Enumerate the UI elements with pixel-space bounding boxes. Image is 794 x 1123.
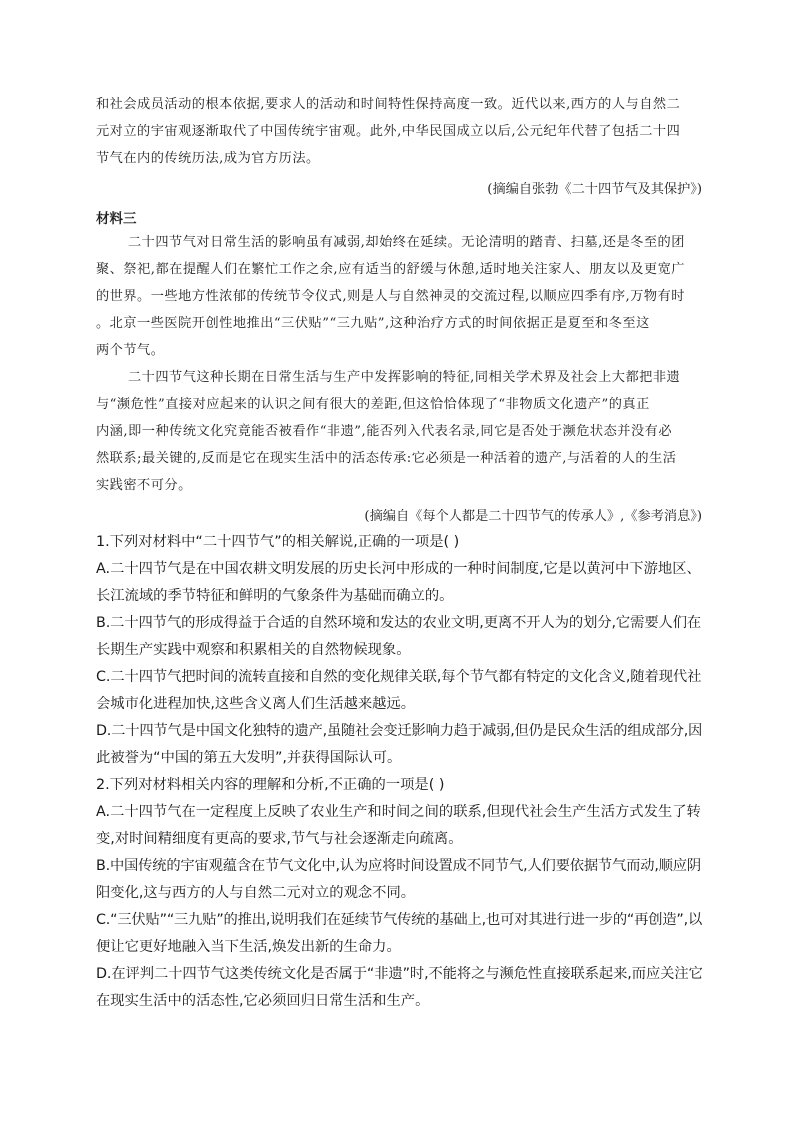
material3-source: (摘编自《每个人都是二十四节气的传承人》,《参考消息》) bbox=[364, 509, 702, 524]
material3-heading: 材料三 bbox=[96, 211, 137, 227]
material3-para2-line-5: 实践密不可分。 bbox=[96, 478, 192, 493]
question-2-option-c-line-1: C.“三伏贴”“三九贴”的推出,说明我们在延续节气传统的基础上,也可对其进行进一步的“再创造”,以 bbox=[96, 912, 703, 928]
material3-para2-line-3: 内涵,即一种传统文化究竟能否被看作“非遗”,能否列入代表名录,同它是否处于濒危状态并没有必 bbox=[96, 424, 673, 439]
question-2-stem: 2.下列对材料相关内容的理解和分析,不正确的一项是( ) bbox=[96, 777, 445, 793]
question-2-option-a-line-1: A.二十四节气在一定程度上反映了农业生产和时间之间的联系,但现代社会生产生活方式发生了转 bbox=[96, 804, 701, 820]
question-2-option-b-line-1: B.中国传统的宇宙观蕴含在节气文化中,认为应将时间设置成不同节气,人们要依据节气而动,顺应阴 bbox=[96, 858, 701, 874]
question-2-option-d-line-1: D.在评判二十四节气这类传统文化是否属于“非遗”时,不能将之与濒危性直接联系起来,而应关注它 bbox=[96, 966, 703, 982]
material3-para1-line-3: 的世界。一些地方性浓郁的传统节令仪式,则是人与自然神灵的交流过程,以顺应四季有序,万物有时 bbox=[96, 289, 685, 304]
question-1-option-c-line-1: C.二十四节气把时间的流转直接和自然的变化规律关联,每个节气都有特定的文化含义,随着现代社 bbox=[96, 669, 702, 685]
question-1-option-d-line-1: D.二十四节气是中国文化独特的遗产,虽随社会变迁影响力趋于减弱,但仍是民众生活的组成部分,因 bbox=[96, 723, 703, 739]
question-1-option-c-line-2: 会城市化进程加快,这些含义离人们生活越来越远。 bbox=[96, 696, 416, 712]
material3-para2-line-2: 与“濒危性”直接对应起来的认识之间有很大的差距,但这恰恰体现了“非物质文化遗产”的真正 bbox=[96, 397, 650, 412]
question-1-stem: 1.下列对材料中“二十四节气”的相关解说,正确的一项是( ) bbox=[96, 534, 460, 550]
material2-line-1: 和社会成员活动的根本依据,要求人的活动和时间特性保持高度一致。近代以来,西方的人与自然二 bbox=[96, 97, 681, 112]
question-1-option-b-line-2: 长期生产实践中观察和积累相关的自然物候现象。 bbox=[96, 642, 411, 658]
question-1-option-a-line-2: 长江流域的季节特征和鲜明的气象条件为基础而确立的。 bbox=[96, 588, 454, 604]
question-2-option-b-line-2: 阳变化,这与西方的人与自然二元对立的观念不同。 bbox=[96, 885, 416, 901]
material2-line-2: 元对立的宇宙观逐渐取代了中国传统宇宙观。此外,中华民国成立以后,公元纪年代替了包括二十四 bbox=[96, 124, 681, 139]
question-1-option-b-line-1: B.二十四节气的形成得益于合适的自然环境和发达的农业文明,更离不开人为的划分,它需要人们在 bbox=[96, 615, 702, 631]
material3-para1-line-2: 聚、祭祀,都在提醒人们在繁忙工作之余,应有适当的舒缓与休憩,适时地关注家人、朋友以及更宽广 bbox=[96, 262, 685, 277]
question-2-option-d-line-2: 在现实生活中的活态性,它必须回归日常生活和生产。 bbox=[96, 993, 430, 1009]
material3-para2-line-1: 二十四节气这种长期在日常生活与生产中发挥影响的特征,同相关学术界及社会上大都把非遗 bbox=[128, 370, 681, 385]
question-1-option-d-line-2: 此被誉为“中国的第五大发明”,并获得国际认可。 bbox=[96, 750, 402, 766]
question-2-option-c-line-2: 便让它更好地融入当下生活,焕发出新的生命力。 bbox=[96, 939, 401, 955]
material3-para1-line-1: 二十四节气对日常生活的影响虽有减弱,却始终在延续。无论清明的踏青、扫墓,还是冬至的团 bbox=[128, 235, 685, 250]
material2-source: (摘编自张勃《二十四节气及其保护》) bbox=[487, 182, 702, 197]
material3-para1-line-5: 两个节气。 bbox=[96, 343, 165, 358]
material3-para2-line-4: 然联系;最关键的,反而是它在现实生活中的活态传承:它必须是一种活着的遗产,与活着的人的生活 bbox=[96, 451, 677, 466]
question-1-option-a-line-1: A.二十四节气是在中国农耕文明发展的历史长河中形成的一种时间制度,它是以黄河中下游地区、 bbox=[96, 561, 701, 577]
material3-para1-line-4: 。北京一些医院开创性地推出“三伏贴”“三九贴”,这种治疗方式的时间依据正是夏至和冬至这 bbox=[96, 316, 650, 331]
question-2-option-a-line-2: 变,对时间精细度有更高的要求,节气与社会逐渐走向疏离。 bbox=[96, 831, 463, 847]
material2-line-3: 节气在内的传统历法,成为官方历法。 bbox=[96, 151, 320, 166]
